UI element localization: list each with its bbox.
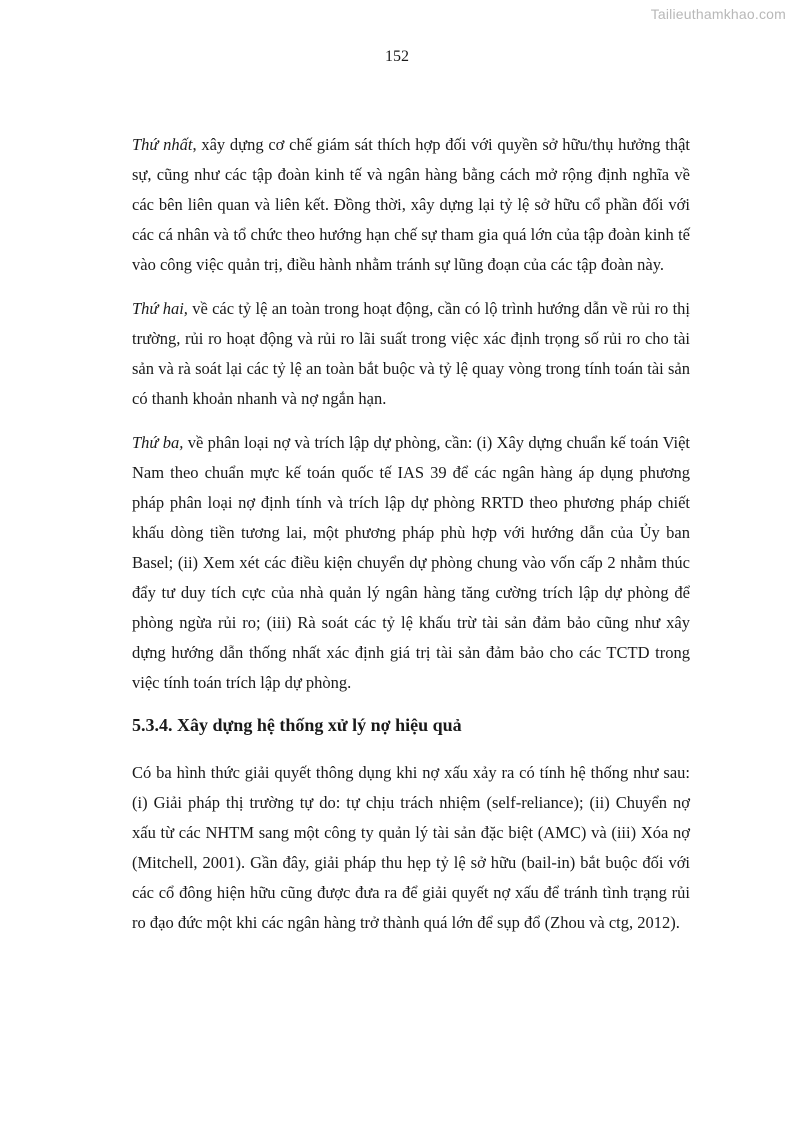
paragraph-thu-hai [132, 294, 690, 414]
paragraph-thu-ba [132, 428, 690, 698]
paragraph-lead: Thứ hai, [132, 299, 188, 318]
paragraph-lead: Thứ nhất [132, 135, 193, 154]
paragraph-text: về các tỷ lệ an toàn trong hoạt động, cần có lộ trình hướng dẫn về rủi ro thị trường, rủi ro hoạt động và rủi ro lãi suất trong việc xác định trọng số rủi ro cho tài sản và rà soát lại các tỷ lệ an toàn bắt buộc và tỷ lệ quay vòng trong tính toán tài sản có thanh khoản nhanh và nợ ngắn hạn. [132, 299, 690, 408]
page-body [132, 130, 690, 952]
section-heading: 5.3.4. Xây dựng hệ thống xử lý nợ hiệu quả [132, 715, 462, 735]
paragraph-thu-nhat [132, 130, 690, 280]
section-paragraph: Có ba hình thức giải quyết thông dụng khi nợ xấu xảy ra có tính hệ thống như sau: (i) Giải pháp thị trường tự do: tự chịu trách nhiệm (self-reliance); (ii) Chuyển nợ xấu từ các NHTM sang một công ty quản lý tài sản đặc biệt (AMC) và (iii) Xóa nợ (Mitchell, 2001). Gần đây, giải pháp thu hẹp tỷ lệ sở hữu (bail-in) bắt buộc đối với các cổ đông hiện hữu cũng được đưa ra để giải quyết nợ xấu để tránh tình trạng rủi ro đạo đức một khi các ngân hàng trở thành quá lớn để sụp đổ (Zhou và ctg, 2012). [132, 763, 690, 932]
paragraph-lead: Thứ ba, [132, 433, 184, 452]
page-number: 152 [385, 48, 409, 65]
paragraph-text: , xây dựng cơ chế giám sát thích hợp đối với quyền sở hữu/thụ hưởng thật sự, cũng như các tập đoàn kinh tế và ngân hàng bằng cách mở rộng định nghĩa về các bên liên quan và liên kết. Đồng thời, xây dựng lại tỷ lệ sở hữu cổ phần đối với các cá nhân và tổ chức theo hướng hạn chế sự tham gia quá lớn của tập đoàn kinh tế vào công việc quản trị, điều hành nhằm tránh sự lũng đoạn của các tập đoàn này. [132, 135, 690, 274]
paragraph-text: về phân loại nợ và trích lập dự phòng, cần: (i) Xây dựng chuẩn kế toán Việt Nam theo chuẩn mực kế toán quốc tế IAS 39 để các ngân hàng áp dụng phương pháp phân loại nợ định tính và trích lập dự phòng RRTD theo phương pháp chiết khấu dòng tiền tương lai, một phương pháp phù hợp với hướng dẫn của Ủy ban Basel; (ii) Xem xét các điều kiện chuyển dự phòng chung vào vốn cấp 2 nhằm thúc đẩy tư duy tích cực của nhà quản lý ngân hàng tăng cường trích lập dự phòng để phòng ngừa rủi ro; (iii) Rà soát các tỷ lệ khấu trừ tài sản đảm bảo cũng như xây dựng hướng dẫn thống nhất xác định giá trị tài sản đảm bảo cho các TCTD trong việc tính toán trích lập dự phòng. [132, 433, 690, 692]
watermark-text: Tailieuthamkhao.com [650, 6, 786, 22]
